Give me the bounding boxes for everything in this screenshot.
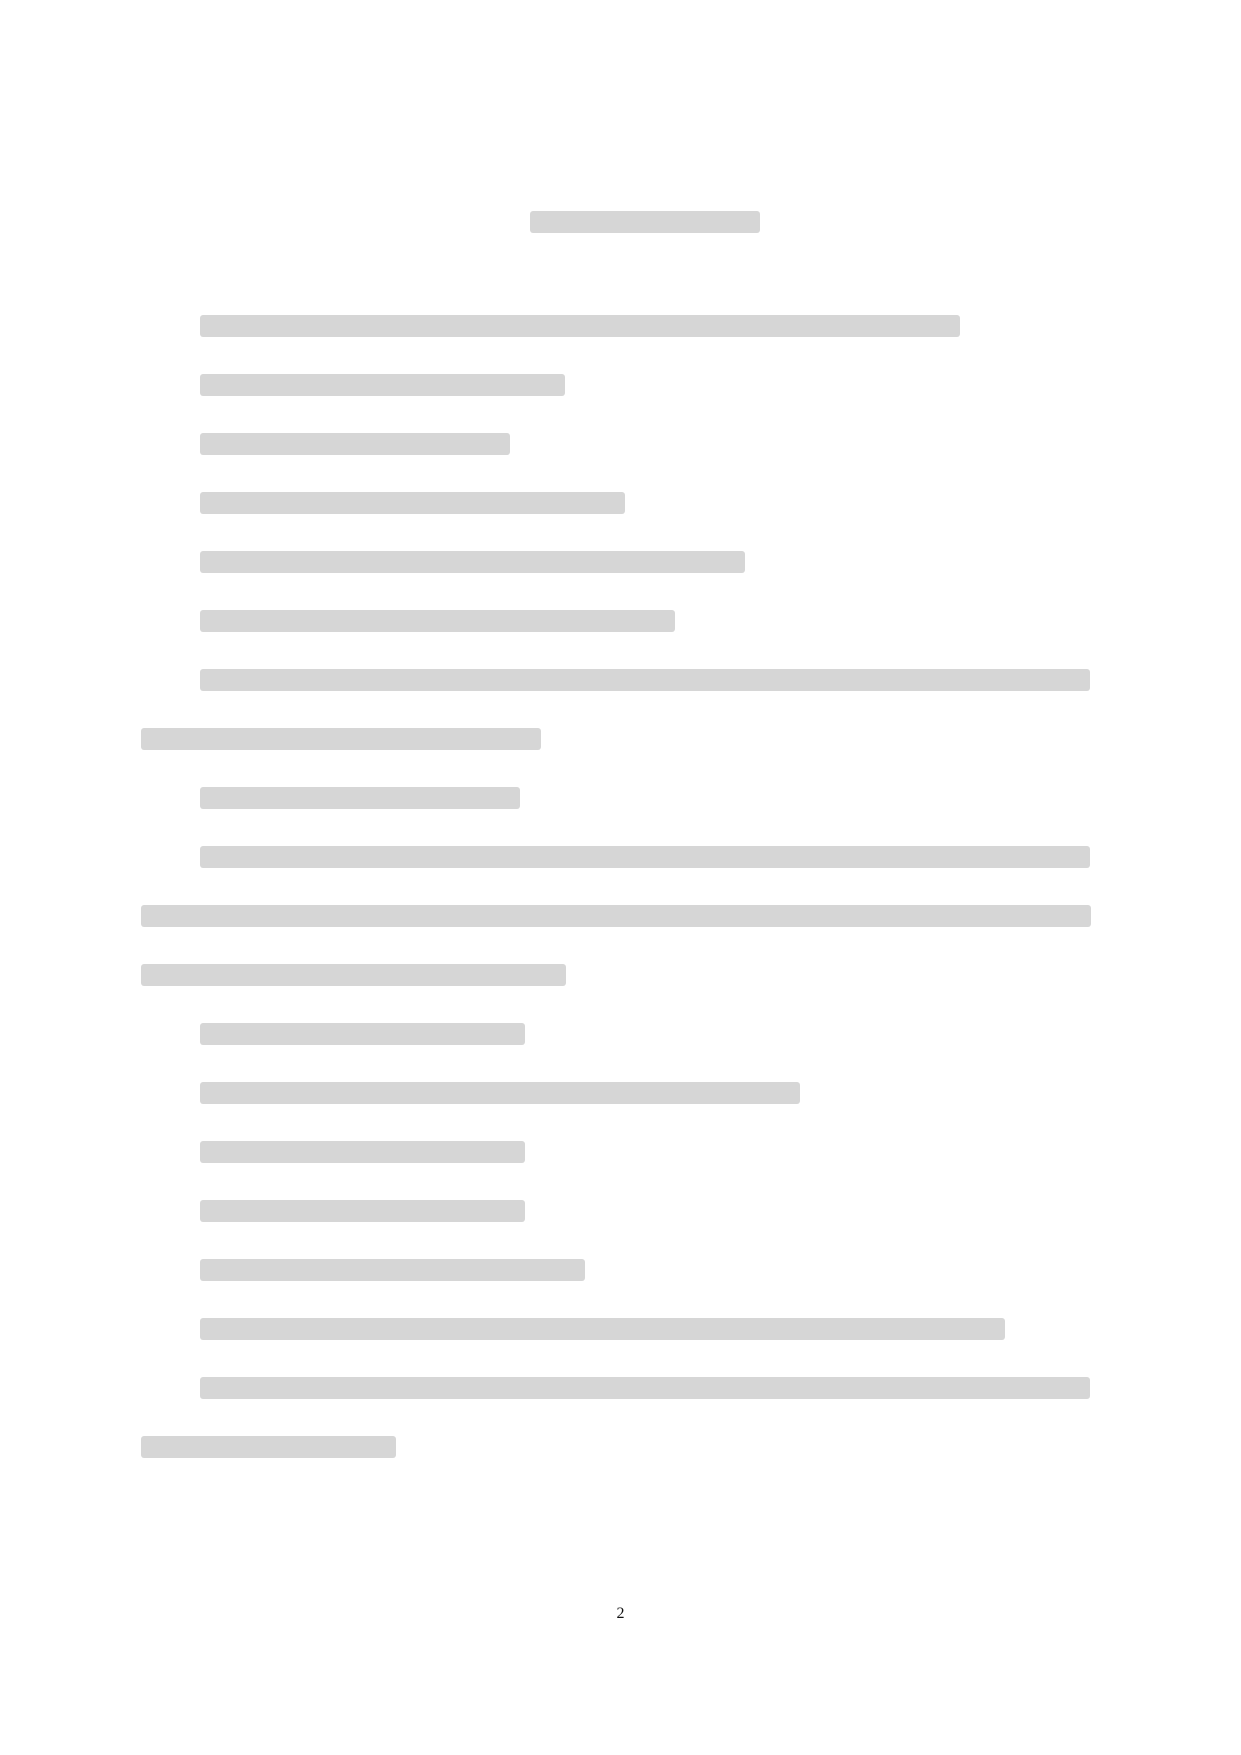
paragraph-line (141, 964, 566, 986)
paragraph-line (200, 1023, 525, 1045)
paragraph-line (200, 1200, 525, 1222)
paragraph-line (200, 1377, 1090, 1399)
paragraph-line (200, 669, 1090, 691)
paragraph-line (141, 728, 541, 750)
paragraph-line (200, 1318, 1005, 1340)
paragraph-line (200, 610, 675, 632)
title (530, 211, 760, 233)
paragraph-line (200, 1082, 800, 1104)
paragraph-line (200, 787, 520, 809)
paragraph-line (141, 905, 1091, 927)
paragraph-line (200, 1259, 585, 1281)
paragraph-line (141, 1436, 396, 1458)
paragraph-line (200, 492, 625, 514)
paragraph-line (200, 374, 565, 396)
paragraph-line (200, 433, 510, 455)
page-number: 2 (616, 1605, 625, 1622)
paragraph-line (200, 1141, 525, 1163)
paragraph-line (200, 846, 1090, 868)
paragraph-line (200, 551, 745, 573)
paragraph-line (200, 315, 960, 337)
